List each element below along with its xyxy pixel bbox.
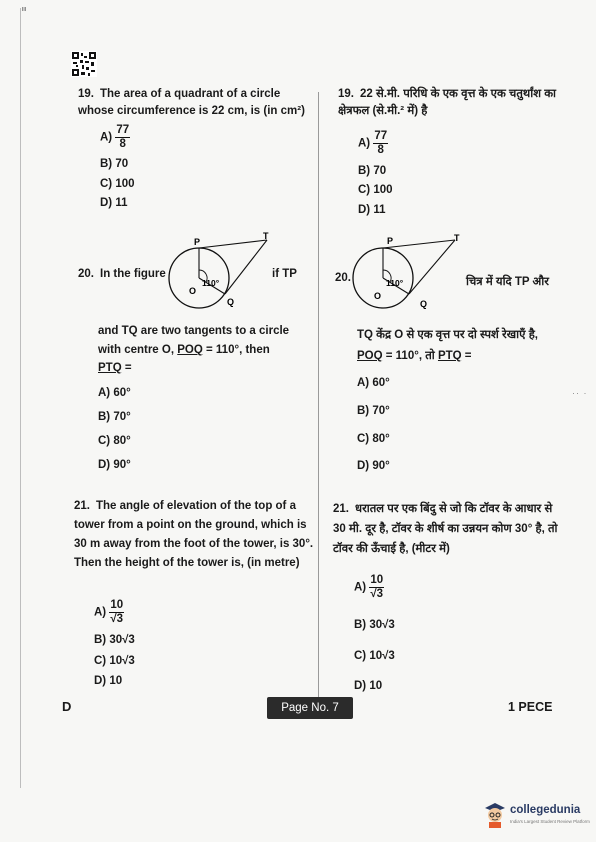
q21-hi-text — [333, 499, 559, 559]
label-o: O — [374, 291, 382, 301]
tangent-tq — [225, 240, 267, 294]
fraction-numerator: 77 — [374, 130, 388, 142]
q20-hi-option-c: C) 80° — [357, 433, 390, 445]
q20-en-lead — [78, 268, 166, 280]
fraction — [109, 599, 124, 626]
text: = 110°, then — [202, 344, 270, 356]
fraction-denominator: √3 — [110, 613, 124, 625]
option-label: A) — [100, 131, 113, 144]
label-p: P — [387, 236, 394, 246]
q19-en-option-b: B) 70 — [100, 158, 129, 170]
q20-en-line3 — [98, 362, 132, 374]
q21-hi-option-c: C) 10√3 — [354, 650, 395, 662]
q20-en-option-d: D) 90° — [98, 459, 131, 471]
tangent-tp — [383, 240, 455, 248]
q20-en-option-c: C) 80° — [98, 435, 131, 447]
q20-en-number: 20. — [78, 268, 94, 280]
text: = 110°, तो — [382, 350, 438, 362]
q20-en-circle-figure — [163, 232, 281, 316]
q21-hi-option-d: D) 10 — [354, 680, 383, 692]
text: = — [121, 362, 132, 374]
q20-en-option-a: A) 60° — [98, 387, 131, 399]
option-label: A) — [94, 606, 107, 619]
q19-hi-question: 22 से.मी. परिधि के एक वृत्त के एक चतुर्थांश का क्षेत्रफल (से.मी.² में) है — [338, 88, 557, 117]
q20-en-lead-text: In the figure — [100, 268, 166, 280]
fraction — [373, 130, 388, 157]
q21-hi-option-a — [354, 574, 384, 601]
q20-en-tail: if TP — [272, 268, 297, 280]
q19-hi-option-b: B) 70 — [358, 165, 387, 177]
q20-hi-number: 20. — [335, 272, 351, 284]
fraction-denominator: √3 — [370, 588, 384, 600]
q21-en-option-c: C) 10√3 — [94, 655, 135, 667]
q21-hi-question: धरातल पर एक बिंदु से जो कि टॉवर के आधार से 30 मी. दूर है, टॉवर के शीर्ष का उन्नयन कोण 30° है, तो टॉवर की ऊँचाई है, (मीटर में) — [333, 503, 558, 555]
tangent-tq — [409, 240, 455, 294]
fraction-denominator: 8 — [119, 138, 126, 150]
brand-name: collegedunia — [510, 804, 581, 816]
fraction — [369, 574, 384, 601]
scan-mark: ᴵᴵᴵ — [22, 6, 27, 15]
q21-en-number: 21. — [74, 500, 90, 512]
label-q: Q — [227, 297, 235, 307]
q20-en-line2 — [98, 344, 270, 356]
q19-en-option-a — [100, 124, 130, 151]
q19-en-text — [78, 86, 314, 120]
q19-en-option-c: C) 100 — [100, 178, 135, 190]
text: = — [461, 350, 472, 362]
q21-hi-option-b: B) 30√3 — [354, 619, 395, 631]
q21-en-question: The angle of elevation of the top of a tower from a point on the ground, which is 30 m away from the foot of the tower, is 30°. Then the height of the tower is, (in metre) — [74, 500, 314, 569]
q21-en-option-d: D) 10 — [94, 675, 123, 687]
label-angle: 110° — [386, 278, 404, 288]
q19-hi-option-c: C) 100 — [358, 184, 393, 196]
q20-hi-option-b: B) 70° — [357, 405, 390, 417]
qr-code-icon — [71, 51, 97, 77]
q19-hi-text — [338, 86, 560, 120]
paper-code: 1 PECE — [508, 700, 553, 714]
q20-hi-tail: चित्र में यदि TP और — [466, 276, 549, 288]
q20-hi-line1: TQ केंद्र O से एक वृत्त पर दो स्पर्श रेखाएँ है, — [357, 329, 539, 341]
angle-poq: POQ — [177, 344, 203, 356]
q20-en-option-b: B) 70° — [98, 411, 131, 423]
option-label: A) — [354, 581, 367, 594]
page-number-badge: Page No. 7 — [267, 697, 353, 719]
label-t: T — [454, 233, 460, 243]
q19-hi-number: 19. — [338, 88, 354, 100]
fraction-numerator: 10 — [370, 574, 384, 586]
q19-hi-option-d: D) 11 — [358, 204, 386, 216]
angle-ptq: PTQ — [98, 362, 122, 374]
q19-en-number: 19. — [78, 88, 94, 100]
fraction-denominator: 8 — [377, 144, 384, 156]
option-label: A) — [358, 137, 371, 150]
label-t: T — [263, 232, 269, 241]
set-code: D — [62, 699, 72, 714]
q20-hi-line2 — [357, 348, 472, 363]
q19-en-option-d: D) 11 — [100, 197, 128, 209]
angle-ptq: PTQ — [437, 350, 462, 362]
q20-hi-option-d: D) 90° — [357, 460, 390, 472]
fraction-numerator: 10 — [110, 599, 124, 611]
q21-en-text — [74, 497, 316, 573]
q20-en-line1: and TQ are two tangents to a circle — [98, 325, 290, 337]
scan-margin-line — [20, 8, 21, 788]
column-divider — [318, 92, 319, 697]
mascot-icon — [482, 800, 508, 828]
brand-tagline: India's Largest Student Review Platform — [510, 819, 590, 824]
angle-poq: POQ — [357, 350, 383, 362]
scan-noise: ·· · — [572, 388, 588, 398]
q19-en-question: The area of a quadrant of a circle whose circumference is 22 cm, is (in cm²) — [78, 88, 305, 117]
q20-hi-option-a: A) 60° — [357, 377, 390, 389]
label-q: Q — [420, 299, 428, 309]
q21-en-option-b: B) 30√3 — [94, 634, 135, 646]
q21-en-option-a — [94, 599, 124, 626]
tangent-tp — [199, 240, 267, 248]
q20-hi-circle-figure — [345, 232, 463, 316]
fraction — [115, 124, 130, 151]
label-angle: 110° — [202, 278, 220, 288]
label-o: O — [189, 286, 197, 296]
fraction-numerator: 77 — [116, 124, 130, 136]
q21-hi-number: 21. — [333, 503, 349, 515]
text: with centre O, — [98, 344, 175, 356]
label-p: P — [194, 237, 201, 247]
q19-hi-option-a — [358, 130, 388, 157]
